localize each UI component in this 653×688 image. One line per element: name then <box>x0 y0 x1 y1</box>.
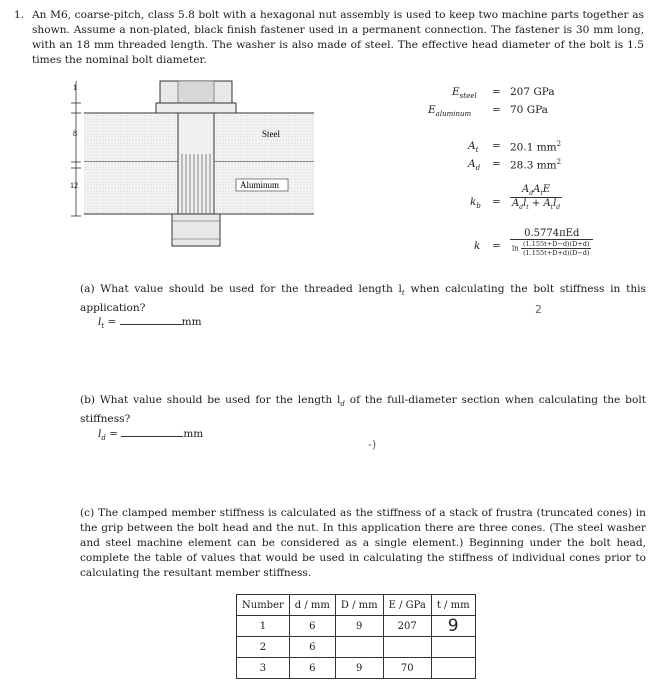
eq-sign: = <box>492 104 501 116</box>
eq-sign: = <box>492 140 501 152</box>
k-fraction: 0.5774πEd ln $\frac{(1.155t+D-d)(D+d)}{(1.155t+D+d)(D-d)}$ <box>510 228 593 257</box>
label-aluminum: Aluminum <box>240 180 280 190</box>
answer-a: $l_t$ = mm <box>98 316 202 331</box>
answer-b-blank[interactable] <box>121 436 183 437</box>
answer-a-blank[interactable] <box>120 324 182 325</box>
eq-sign: = <box>492 240 501 252</box>
dim-12: 12 <box>70 181 78 190</box>
eq-e-aluminum: $E_{aluminum}$ <box>428 104 472 119</box>
col-E: E / GPa <box>383 595 431 616</box>
ad-value: 28.3 $mm^2$ <box>510 158 562 172</box>
eq-e-steel: $E_{steel}$ <box>452 86 477 101</box>
eq-sign: = <box>492 196 501 208</box>
eq-sign: = <box>492 158 501 170</box>
table-row: 1 6 9 207 9 <box>237 616 476 637</box>
col-t: t / mm <box>431 595 475 616</box>
dim-8: 8 <box>73 129 77 138</box>
label-steel: Steel <box>262 129 280 139</box>
dim-1: 1 <box>73 83 77 92</box>
question-b: (b) What value should be used for the length $l_d$ of the full-diameter section when calculating the bolt stiffness? <box>80 394 646 426</box>
col-number: Number <box>237 595 290 616</box>
question-a: (a) What value should be used for the threaded length $l_t$ when calculating the bolt stiffness in this application? <box>80 283 646 315</box>
problem-text: An M6, coarse-pitch, class 5.8 bolt with a hexagonal nut assembly is used to keep two machine parts together as shown. Assume a non-plated, black finish fastener used in a permanent connection. The fastener is 30 mm long, with an 18 mm threaded length. The washer is also made of steel. The effective head diameter of the bolt is 1.5 times the nominal bolt diameter. <box>32 9 644 66</box>
table-header-row <box>237 595 476 616</box>
col-d: d / mm <box>289 595 335 616</box>
cone-values-table <box>236 594 476 679</box>
answer-b: $l_d$ = mm <box>98 428 204 443</box>
problem-statement <box>14 8 644 68</box>
at-value: 20.1 $mm^2$ <box>510 140 562 154</box>
eq-k: k <box>474 240 481 252</box>
hex-nut <box>172 214 220 246</box>
washer <box>156 103 236 113</box>
margin-scribble: -) <box>368 438 377 451</box>
question-c: (c) The clamped member stiffness is calculated as the stiffness of a stack of frustra (truncated cones) in the grip between the bolt head and the nut. In this application there are three cones. (The steel washer and steel machine element can be considered as a single element.) Beginning under the bolt head, complete the table of values that would be used in calculating the stiffness of individual cones prior to calculating the resultant member stiffness. <box>80 507 646 579</box>
bolt-shank <box>178 113 214 214</box>
margin-scribble: 2 <box>535 303 542 316</box>
problem-number: 1. <box>14 9 25 21</box>
table-row: 2 6 <box>237 637 476 658</box>
col-D: D / mm <box>335 595 383 616</box>
eq-at: $A_t$ <box>468 140 479 155</box>
e-steel-value: 207 GPa <box>510 86 555 98</box>
bolt-assembly-figure <box>66 76 316 266</box>
eq-ad: $A_d$ <box>468 158 481 173</box>
table-row: 3 6 9 70 <box>237 658 476 679</box>
e-aluminum-value: 70 GPa <box>510 104 548 116</box>
eq-kb: $k_b$ <box>470 196 481 211</box>
kb-fraction: $\frac{A_dA_tE}{A_dl_t + A_tl_d}$ <box>512 184 561 211</box>
eq-sign: = <box>492 86 501 98</box>
